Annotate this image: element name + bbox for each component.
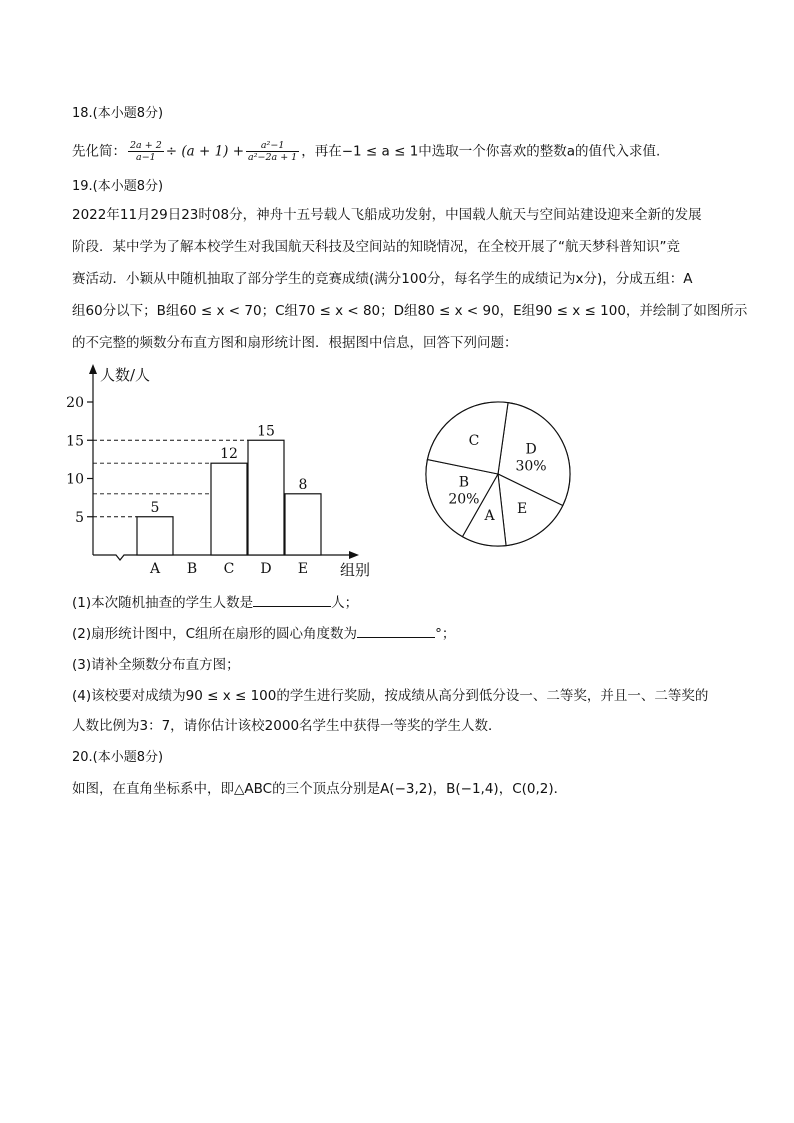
q19-sub1-text: (1)本次随机抽查的学生人数是 bbox=[72, 595, 254, 611]
x-axis-arrow bbox=[349, 551, 359, 559]
y-axis-arrow bbox=[89, 364, 97, 374]
pie-label-E: E bbox=[516, 501, 528, 518]
q19-sub2 bbox=[72, 623, 455, 644]
bar-value-label-A: 5 bbox=[150, 499, 160, 516]
bar-value-label-C: 12 bbox=[220, 446, 238, 463]
q18-frac1-numerator: 2a + 2 bbox=[130, 140, 162, 151]
pie-label-D: D bbox=[525, 441, 537, 458]
y-tick-label-15: 15 bbox=[66, 433, 84, 450]
y-axis-label: 人数/人 bbox=[100, 366, 151, 384]
pie-chart bbox=[420, 400, 580, 560]
x-tick-label-A: A bbox=[149, 561, 161, 577]
x-tick-label-B: B bbox=[186, 561, 198, 577]
q20-header: 20.(本小题8分) bbox=[72, 750, 164, 765]
q19-para-line-4: 组60分以下；B组60 ≤ x < 70；C组70 ≤ x < 80；D组80 ≤ x < 90，E组90 ≤ x ≤ 100，并绘制了如图所示 bbox=[72, 303, 748, 319]
bar-C bbox=[211, 463, 247, 555]
pie-label-B: B bbox=[458, 474, 470, 491]
bar-value-label-D: 15 bbox=[257, 423, 275, 440]
x-axis-label: 组别 bbox=[340, 561, 371, 579]
q20-text: 如图，在直角坐标系中，即△ABC的三个顶点分别是A(−3,2)，B(−1,4)，C(0,2)． bbox=[72, 781, 568, 797]
histogram-chart bbox=[60, 360, 380, 580]
q19-sub4-line-1: (4)该校要对成绩为90 ≤ x ≤ 100的学生进行奖励，按成绩从高分到低分设一、二等奖，并且一、二等奖的 bbox=[72, 688, 709, 704]
y-tick-label-10: 10 bbox=[66, 471, 84, 488]
q18-suffix: ，再在−1 ≤ a ≤ 1中选取一个你喜欢的整数a的值代入求值. bbox=[301, 143, 661, 160]
q18-frac1-denominator: a−1 bbox=[136, 152, 156, 163]
q18-header: 18.(本小题8分) bbox=[72, 106, 164, 121]
q19-sub4-line-2: 人数比例为3：7，请你估计该校2000名学生中获得一等奖的学生人数． bbox=[72, 718, 502, 734]
y-tick-label-5: 5 bbox=[75, 509, 84, 526]
q19-para-line-2: 阶段．某中学为了解本校学生对我国航天科技及空间站的知晓情况，在全校开展了“航天梦科普知识”竞 bbox=[72, 239, 680, 255]
q18-expression bbox=[72, 140, 660, 163]
pie-percent-label-B: 20% bbox=[448, 491, 480, 508]
x-tick-label-C: C bbox=[223, 561, 235, 577]
q19-sub1-answer-blank[interactable] bbox=[253, 592, 331, 607]
pie-percent-label-D: 30% bbox=[515, 458, 547, 475]
q18-op1: ÷ (a + 1) + bbox=[165, 143, 245, 160]
q18-fraction-2 bbox=[246, 140, 299, 163]
x-axis bbox=[93, 555, 350, 560]
bar-A bbox=[137, 517, 173, 555]
q19-sub1 bbox=[72, 592, 358, 613]
q19-para-line-1: 2022年11月29日23时08分，神舟十五号载人飞船成功发射，中国载人航天与空间站建设迎来全新的发展 bbox=[72, 207, 702, 223]
q19-sub2-suffix: °； bbox=[435, 626, 456, 642]
y-tick-label-20: 20 bbox=[66, 395, 84, 411]
bar-D bbox=[248, 440, 284, 555]
q19-header: 19.(本小题8分) bbox=[72, 179, 164, 194]
pie-label-A: A bbox=[484, 507, 495, 524]
q18-prefix: 先化简： bbox=[72, 143, 126, 160]
q18-frac2-denominator: a²−2a + 1 bbox=[248, 152, 298, 163]
q19-sub2-answer-blank[interactable] bbox=[357, 623, 435, 638]
x-tick-label-E: E bbox=[297, 561, 309, 577]
x-tick-label-D: D bbox=[260, 561, 272, 577]
q19-sub1-suffix: 人； bbox=[331, 595, 359, 611]
q19-para-line-3: 赛活动．小颖从中随机抽取了部分学生的竞赛成绩(满分100分，每名学生的成绩记为x分)，分成五组：A bbox=[72, 271, 693, 287]
q19-sub3: (3)请补全频数分布直方图； bbox=[72, 657, 240, 673]
q19-sub2-text: (2)扇形统计图中，C组所在扇形的圆心角度数为 bbox=[72, 626, 358, 642]
q18-frac2-numerator: a²−1 bbox=[246, 140, 299, 152]
q19-para-line-5: 的不完整的频数分布直方图和扇形统计图．根据图中信息，回答下列问题： bbox=[72, 335, 518, 351]
bar-value-label-E: 8 bbox=[298, 476, 308, 493]
pie-label-C: C bbox=[468, 432, 480, 449]
bar-E bbox=[285, 494, 321, 555]
q18-fraction-1 bbox=[128, 140, 164, 163]
